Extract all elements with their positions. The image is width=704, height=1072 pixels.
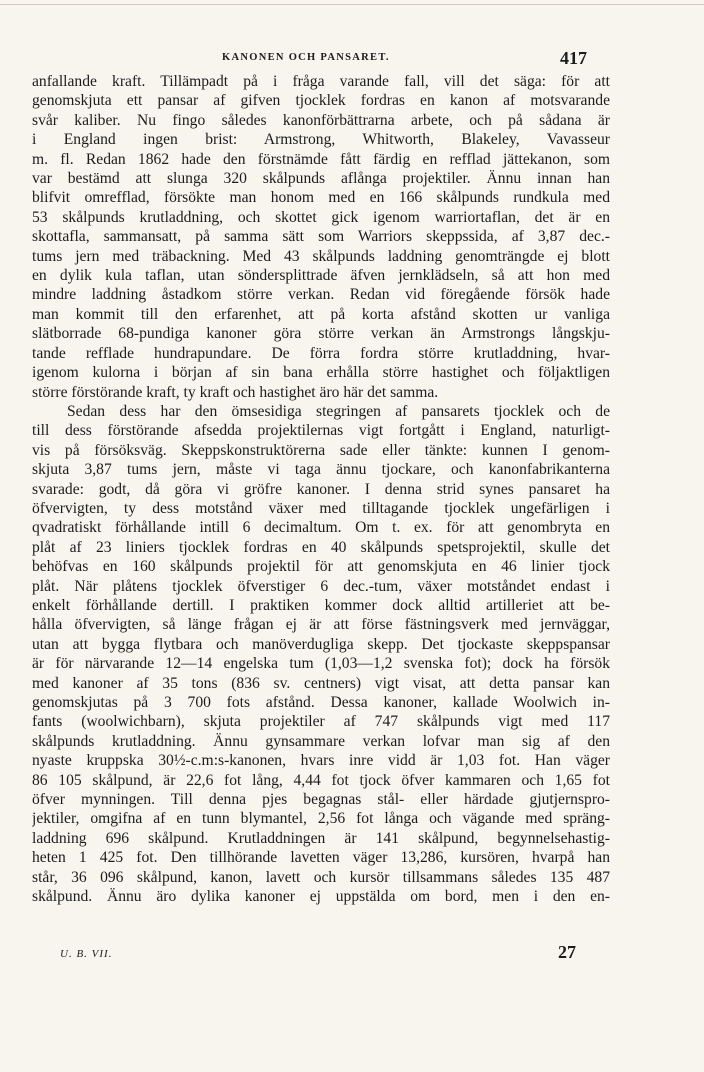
text-line: vis på försöksväg. Skeppskonstruktörerna sade eller tänkte: kunnen I genom- [32,441,610,459]
text-line: skottafla, sammansatt, på samma sätt som Warriors skeppssida, af 3,87 dec.- [32,228,610,246]
text-line: var bestämd att slunga 320 skålpunds aflånga projektiler. Ännu innan han [32,170,610,188]
text-line: nyaste kruppska 30½-c.m:s-kanonen, hvars inre vidd är 1,03 fot. Han väger [32,752,610,770]
page-footer [0,942,704,966]
text-line: m. fl. Redan 1862 hade den förstnämde fått färdig en refflad jättekanon, som [32,150,610,168]
signature-mark: U. B. VII. [60,948,113,960]
text-line: tums jern med träbackning. Med 43 skålpunds laddning genomträngde ej blott [32,247,610,265]
text-line: svår kaliber. Nu fingo således kanonförbättrarna arbete, och på sådana är [32,111,610,129]
text-line: utan att bygga flytbara och manöverdugliga skepp. Det tjockaste skeppspansar [32,635,610,653]
text-line: laddning 696 skålpund. Krutladdningen är 141 skålpund, begynnelsehastig- [32,829,610,847]
text-line: qvadratiskt förhållande intill 6 decimaltum. Om t. ex. för att genombryta en [32,519,610,537]
text-line: öfver mynningen. Till denna pjes begagnas stål- eller härdade gjutjernspro- [32,791,610,809]
text-line: enkelt förhållande dertill. I praktiken kommer dock alltid artilleriet att be- [32,596,610,614]
sheet-number: 27 [558,942,576,962]
text-line: plåt af 23 liniers tjocklek fordras en 40 skålpunds spetsprojektil, skulle det [32,538,610,556]
page-number: 417 [560,48,587,68]
text-line: är för närvarande 12—14 engelska tum (1,03—1,2 svenska fot); dock ha försök [32,655,610,673]
text-line: behöfvas en 160 skålpunds projektil för att genomskjuta en 46 linier tjock [32,558,610,576]
text-line: heten 1 425 fot. Den tillhörande lavetten väger 13,286, kursören, hvarpå han [32,849,610,867]
text-line: igenom kulorna i början af sin bana erhålla större hastighet och följaktligen [32,364,610,382]
text-line: svarade: godt, då göra vi gröfre kanoner. I denna strid synes pansaret ha [32,480,610,498]
text-line: genomskjuta ett pansar af gifven tjocklek fordras en kanon af motsvarande [32,92,610,110]
text-line: i England ingen brist: Armstrong, Whitworth, Blakeley, Vavasseur [32,131,610,149]
text-line: 86 105 skålpund, är 22,6 fot lång, 4,44 fot tjock öfver kammaren och 1,65 fot [32,771,610,789]
text-line: genomskjutas på 3 700 fots afstånd. Dessa kanoner, kallade Woolwich in- [32,694,610,711]
text-line: står, 36 096 skålpund, kanon, lavett och kursör tillsammans således 135 487 [32,868,610,886]
text-line: man kommit till den erfarenhet, att på korta afstånd skotten ur vanliga [32,305,610,323]
text-line: hålla öfvervigten, så länge frågan ej är att förse fästningsverk med jernväggar, [32,616,610,634]
text-line: jektiler, omgifna af en tunn blymantel, 2,56 fot långa och vägande med spräng- [32,810,610,828]
text-line: med kanoner af 35 tons (836 sv. centners) vigt visat, att detta pansar kan [32,674,610,692]
page-edge-rule [0,4,704,5]
text-line: skjuta 3,87 tums jern, måste vi taga ännu tjockare, och kanonfabrikanterna [32,461,610,479]
paragraph-start-line: Sedan dess har den ömsesidiga stegringen af pansarets tjocklek och de [67,402,610,420]
page-header [0,48,704,70]
running-head: KANONEN OCH PANSARET. [222,52,390,63]
text-line: slätborrade 68-pundiga kanoner göra större verkan än Armstrongs långskju- [32,325,610,343]
text-line: en dylik kula taflan, utan söndersplittrade äfven jernklädseln, så att hon med [32,267,610,285]
text-line: plåt. När plåtens tjocklek öfverstiger 6 dec.-tum, växer motståndet endast i [32,577,610,595]
body-text [32,72,610,906]
paragraph-end-line: större förstörande kraft, ty kraft och hastighet äro här det samma. [32,383,439,401]
text-line: öfvervigten, ty dess motstånd växer med tilltagande tjocklek ungefärligen i [32,499,610,517]
text-line: anfallande kraft. Tillämpadt på i fråga varande fall, vill det säga: för att [32,73,610,90]
text-line: till dess förstörande afsedda projektilernas vigt fortgått i England, naturligt- [32,422,610,440]
text-line: skålpunds krutladdning. Ännu gynsammare verkan lofvar man sig af den [32,732,610,750]
text-line: skålpund. Ännu äro dylika kanoner ej uppstälda om bord, men i den en- [32,888,610,906]
text-line: tande refflade hundrapundare. De förra fordra större krutladdning, hvar- [32,344,610,362]
text-line: mindre laddning åstadkom större verkan. Redan vid föregående försök hade [32,286,610,304]
text-line: 53 skålpunds krutladdning, och skottet gick igenom warriortaflan, det är en [32,208,610,226]
text-line: blifvit omrefflad, försökte man honom med en 166 skålpunds rundkula med [32,189,610,207]
text-line: fants (woolwichbarn), skjuta projektiler af 747 skålpunds vigt med 117 [32,713,610,731]
